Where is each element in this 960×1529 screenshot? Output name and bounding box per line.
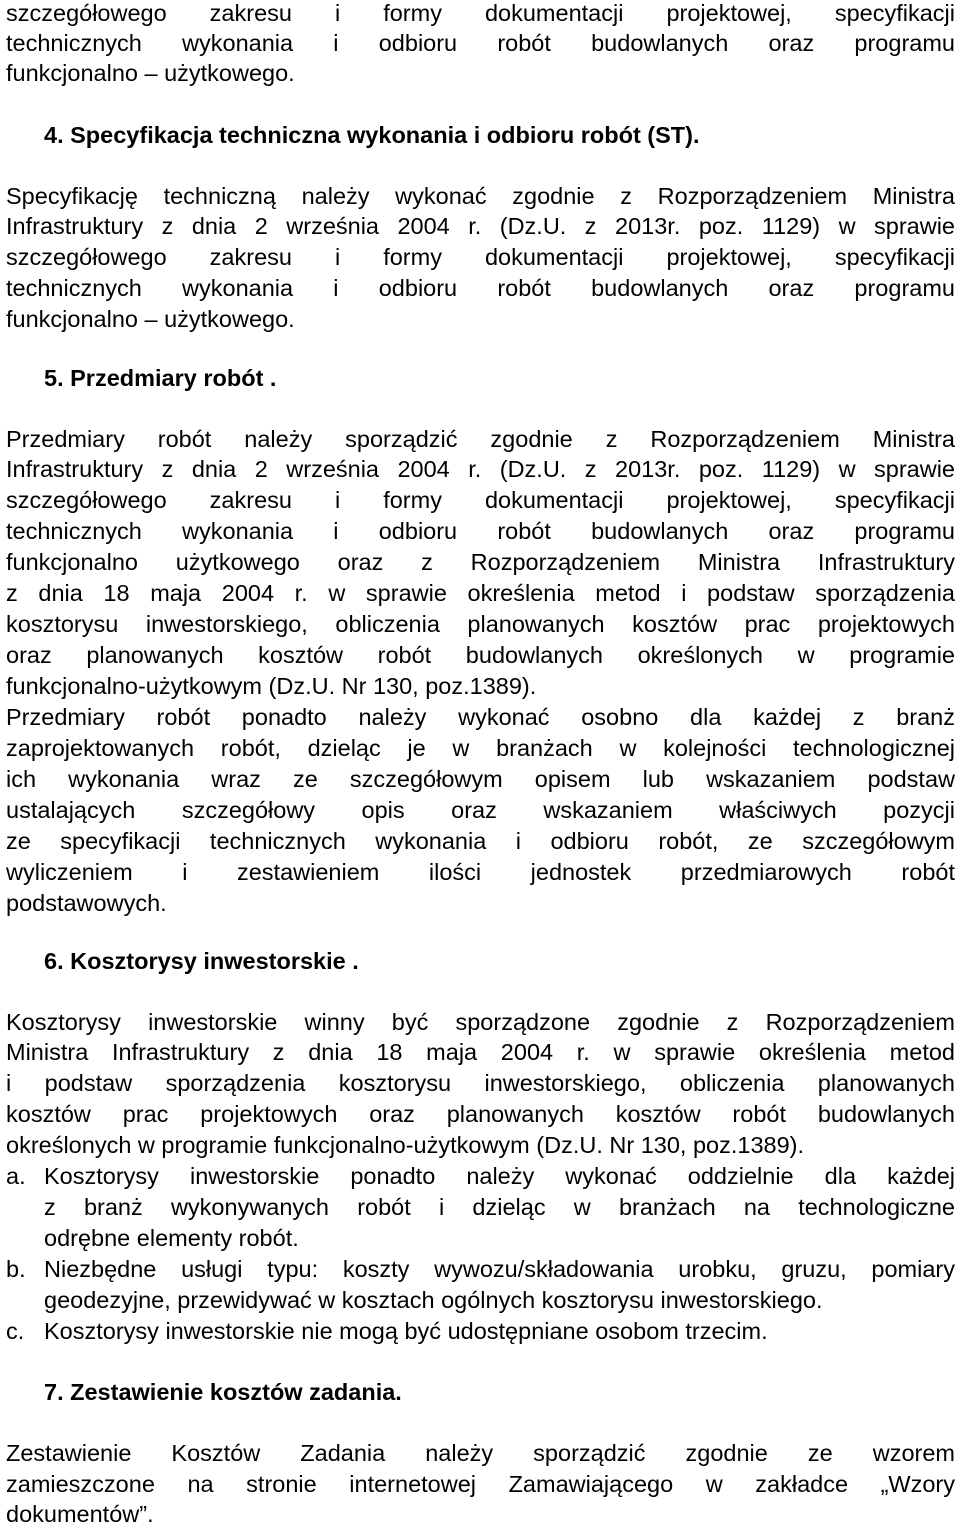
- paragraph-line: funkcjonalno – użytkowego.: [6, 60, 295, 86]
- paragraph-line: dokumentów”.: [6, 1501, 154, 1527]
- section-heading-4: 4. Specyfikacja techniczna wykonania i odbioru robót (ST).: [44, 122, 700, 148]
- paragraph-line: z dnia 18 maja 2004 r. w sprawie określenia metod i podstaw sporządzenia: [6, 580, 955, 606]
- list-marker-b: b.: [6, 1256, 26, 1282]
- paragraph-line: ustalających szczegółowy opis oraz wskazaniem właściwych pozycji: [6, 797, 955, 823]
- paragraph-line: ich wykonania wraz ze szczegółowym opisem lub wskazaniem podstaw: [6, 766, 955, 792]
- paragraph-line: wyliczeniem i zestawieniem ilości jednostek przedmiarowych robót: [6, 859, 955, 885]
- paragraph-line: i podstaw sporządzenia kosztorysu inwestorskiego, obliczenia planowanych: [6, 1070, 955, 1096]
- paragraph-line: Zestawienie Kosztów Zadania należy sporządzić zgodnie ze wzorem: [6, 1440, 955, 1466]
- list-item-b-line: geodezyjne, przewidywać w kosztach ogólnych kosztorysu inwestorskiego.: [44, 1287, 823, 1313]
- list-item-b-line: Niezbędne usługi typu: koszty wywozu/składowania urobku, gruzu, pomiary: [44, 1256, 955, 1282]
- paragraph-line: kosztorysu inwestorskiego, obliczenia planowanych kosztów prac projektowych: [6, 611, 955, 637]
- section-heading-7: 7. Zestawienie kosztów zadania.: [44, 1379, 402, 1405]
- paragraph-line: funkcjonalno-użytkowym (Dz.U. Nr 130, poz.1389).: [6, 673, 537, 699]
- list-item-c-line: Kosztorysy inwestorskie nie mogą być udostępniane osobom trzecim.: [44, 1318, 768, 1344]
- paragraph-line: Przedmiary robót należy sporządzić zgodnie z Rozporządzeniem Ministra: [6, 426, 955, 452]
- paragraph-line: technicznych wykonania i odbioru robót budowlanych oraz programu: [6, 518, 955, 544]
- paragraph-line: Kosztorysy inwestorskie winny być sporządzone zgodnie z Rozporządzeniem: [6, 1009, 955, 1035]
- paragraph-line: zaprojektowanych robót, dzieląc je w branżach w kolejności technologicznej: [6, 735, 955, 761]
- paragraph-line: zamieszczone na stronie internetowej Zamawiającego w zakładce „Wzory: [6, 1471, 955, 1497]
- paragraph-line: Ministra Infrastruktury z dnia 18 maja 2004 r. w sprawie określenia metod: [6, 1039, 955, 1065]
- paragraph-line: technicznych wykonania i odbioru robót budowlanych oraz programu: [6, 275, 955, 301]
- paragraph-line: ze specyfikacji technicznych wykonania i odbioru robót, ze szczegółowym: [6, 828, 955, 854]
- paragraph-line: Specyfikację techniczną należy wykonać zgodnie z Rozporządzeniem Ministra: [6, 183, 955, 209]
- paragraph-line: funkcjonalno użytkowego oraz z Rozporządzeniem Ministra Infrastruktury: [6, 549, 955, 575]
- list-item-a-line: odrębne elementy robót.: [44, 1225, 299, 1251]
- paragraph-line: technicznych wykonania i odbioru robót budowlanych oraz programu: [6, 30, 955, 56]
- list-marker-c: c.: [6, 1318, 25, 1344]
- list-item-a-line: z branż wykonywanych robót i dzieląc w branżach na technologiczne: [44, 1194, 955, 1220]
- list-marker-a: a.: [6, 1163, 26, 1189]
- paragraph-line: oraz planowanych kosztów robót budowlanych określonych w programie: [6, 642, 955, 668]
- paragraph-line: szczegółowego zakresu i formy dokumentacji projektowej, specyfikacji: [6, 0, 955, 26]
- paragraph-line: szczegółowego zakresu i formy dokumentacji projektowej, specyfikacji: [6, 244, 955, 270]
- section-heading-6: 6. Kosztorysy inwestorskie .: [44, 948, 359, 974]
- section-heading-5: 5. Przedmiary robót .: [44, 365, 277, 391]
- paragraph-line: kosztów prac projektowych oraz planowanych kosztów robót budowlanych: [6, 1101, 955, 1127]
- paragraph-line: określonych w programie funkcjonalno-użytkowym (Dz.U. Nr 130, poz.1389).: [6, 1132, 805, 1158]
- list-item-a-line: Kosztorysy inwestorskie ponadto należy wykonać oddzielnie dla każdej: [44, 1163, 955, 1189]
- paragraph-line: podstawowych.: [6, 890, 167, 916]
- paragraph-line: Przedmiary robót ponadto należy wykonać osobno dla każdej z branż: [6, 704, 955, 730]
- paragraph-line: Infrastruktury z dnia 2 września 2004 r. (Dz.U. z 2013r. poz. 1129) w sprawie: [6, 456, 955, 482]
- paragraph-line: funkcjonalno – użytkowego.: [6, 306, 295, 332]
- paragraph-line: szczegółowego zakresu i formy dokumentacji projektowej, specyfikacji: [6, 487, 955, 513]
- paragraph-line: Infrastruktury z dnia 2 września 2004 r. (Dz.U. z 2013r. poz. 1129) w sprawie: [6, 213, 955, 239]
